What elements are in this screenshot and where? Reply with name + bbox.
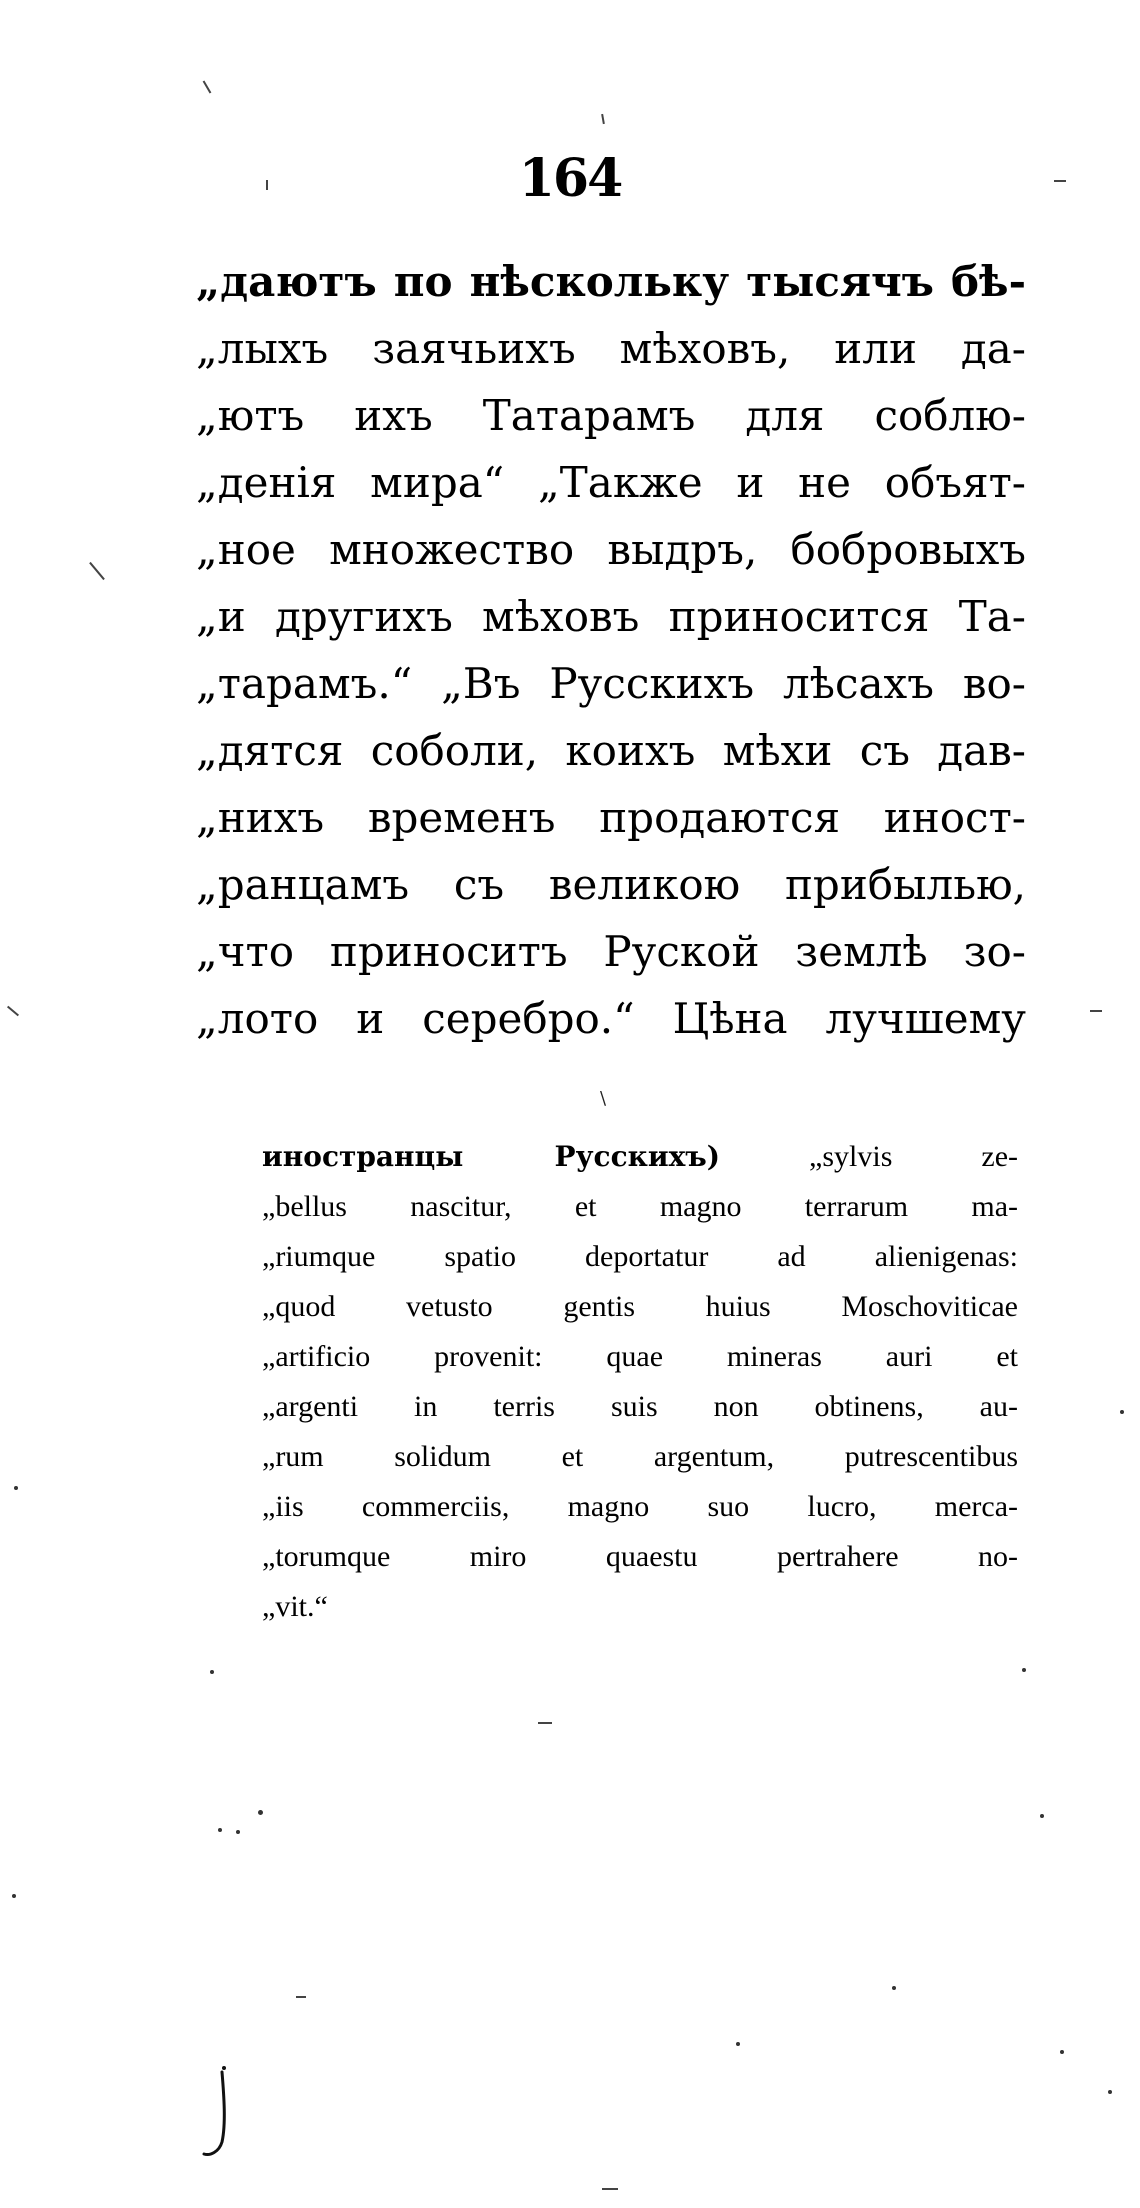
text-line: „денія мира“ „Также и не объят-	[196, 458, 1026, 507]
paper-speck	[538, 1722, 552, 1724]
paper-speck	[12, 1894, 16, 1898]
paper-speck	[1120, 1410, 1124, 1414]
paper-speck	[892, 1986, 896, 1990]
paper-speck	[218, 1828, 222, 1832]
footnote-line: „torumque miro quaestu pertrahere no-	[262, 1540, 1018, 1573]
paper-speck	[7, 1006, 19, 1017]
text-line: „даютъ по нѣскольку тысячъ бѣ-	[196, 257, 1026, 306]
footnote-line: „argenti in terris suis non obtinens, au-	[262, 1390, 1018, 1423]
paper-speck	[266, 180, 268, 190]
paper-speck	[236, 1830, 240, 1834]
footnote-line: „artificio provenit: quae mineras auri et	[262, 1340, 1018, 1373]
margin-pen-mark	[200, 2066, 240, 2158]
text-line: „и другихъ мѣховъ приносится Та-	[196, 592, 1026, 641]
paper-speck	[89, 562, 105, 580]
footnote-lead: иностранцы Русскихъ)	[262, 1140, 721, 1173]
footnote-line: „riumque spatio deportatur ad alienigenas:	[262, 1240, 1018, 1273]
paper-speck	[210, 1670, 214, 1674]
page-number: 164	[518, 148, 622, 209]
paper-speck	[258, 1810, 263, 1815]
footnote-line: „rum solidum et argentum, putrescentibus	[262, 1440, 1018, 1473]
text-line: „что приноситъ Руской землѣ зо-	[196, 927, 1026, 976]
paper-speck	[203, 80, 212, 93]
main-text-block	[196, 248, 1026, 1052]
footnote-line: „bellus nascitur, et magno terrarum ma-	[262, 1190, 1018, 1223]
footnote-line: „iis commerciis, magno suo lucro, merca-	[262, 1490, 1018, 1523]
footnote-first-line-rest: „sylvis ze-	[809, 1140, 1018, 1173]
text-line: „ное множество выдръ, бобровыхъ	[196, 525, 1026, 574]
paper-speck	[1054, 180, 1066, 182]
text-line: „дятся соболи, коихъ мѣхи съ дав-	[196, 726, 1026, 775]
footnote-line: „quod vetusto gentis huius Moschoviticae	[262, 1290, 1018, 1323]
paper-speck	[1060, 2050, 1064, 2054]
section-divider-mark: \	[600, 1088, 607, 1109]
text-line: „лыхъ заячьихъ мѣховъ, или да-	[196, 324, 1026, 373]
paper-speck	[736, 2042, 740, 2046]
paper-speck	[601, 114, 605, 124]
paper-speck	[1040, 1814, 1044, 1818]
footnote-line: „vit.“	[262, 1590, 328, 1623]
footnote-line	[262, 1132, 1018, 1182]
paper-speck	[1108, 2090, 1112, 2094]
text-line: „ранцамъ съ великою прибылью,	[196, 860, 1026, 909]
paper-speck	[296, 1996, 306, 1998]
paper-speck	[1090, 1010, 1102, 1012]
paper-speck	[14, 1486, 18, 1490]
paper-speck	[1022, 1668, 1026, 1672]
paper-speck	[602, 2188, 618, 2190]
text-line: „нихъ временъ продаются иност-	[196, 793, 1026, 842]
text-line: „тарамъ.“ „Въ Руcскихъ лѣсахъ во-	[196, 659, 1026, 708]
text-line: „ютъ ихъ Татарамъ для соблю-	[196, 391, 1026, 440]
text-line: „лото и серебро.“ Цѣна лучшему	[196, 994, 1026, 1043]
footnote-block	[262, 1132, 1018, 1632]
